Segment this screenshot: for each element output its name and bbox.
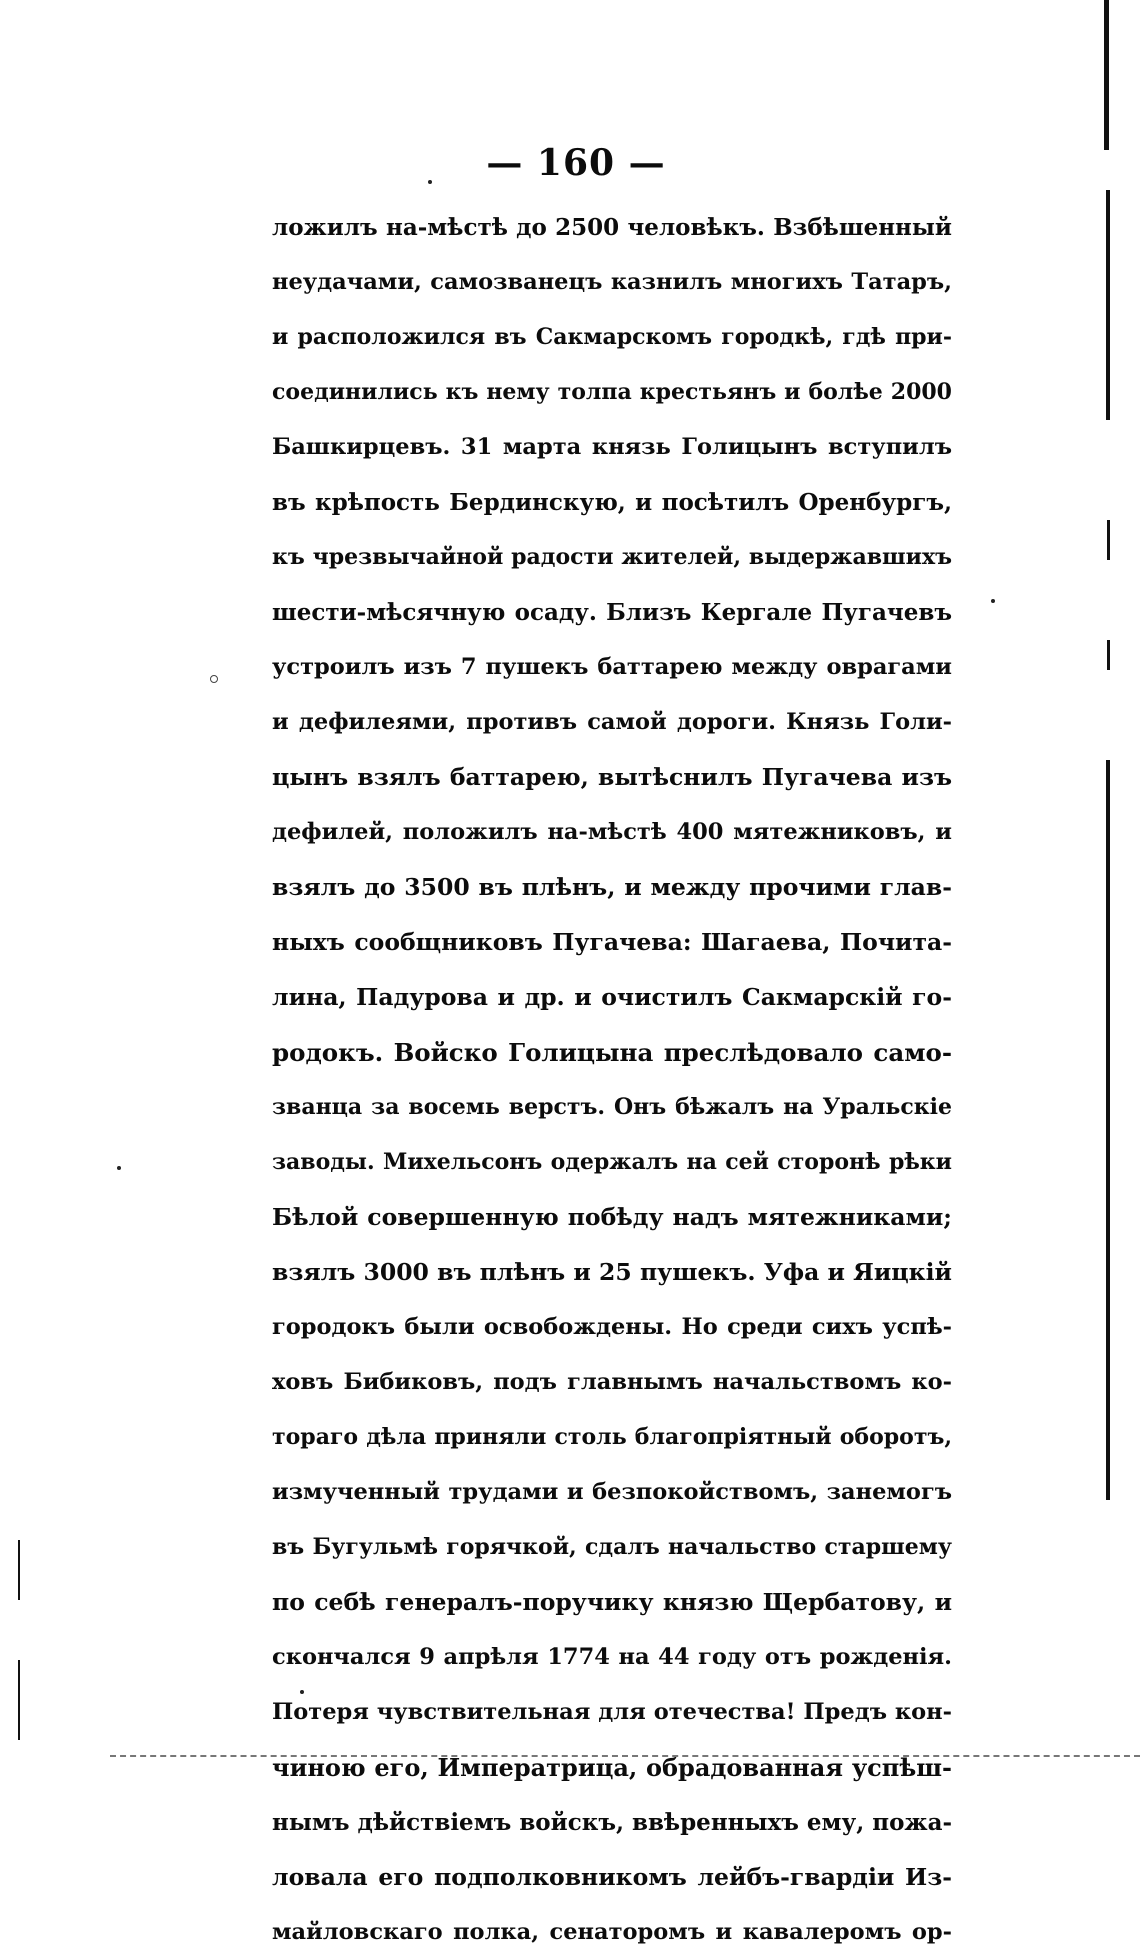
text-line: соединились къ нему толпа крестьянъ и болѣе 2000 (272, 379, 952, 405)
text-line: чиною его, Императрица, обрадованная успѣш- (272, 1753, 952, 1782)
text-line: скончался 9 апрѣля 1774 на 44 году отъ рожденія. (272, 1644, 952, 1670)
text-line: въ Бугульмѣ горячкой, сдалъ начальство старшему (272, 1534, 952, 1560)
text-line: Башкирцевъ. 31 марта князь Голицынъ вступилъ (272, 434, 952, 460)
text-line: Потеря чувствительная для отечества! Предъ кон- (272, 1699, 952, 1725)
scan-speck (117, 1166, 121, 1170)
text-line: неудачами, самозванецъ казнилъ многихъ Татаръ, (272, 269, 952, 295)
scan-edge-mark (1106, 190, 1110, 420)
text-line: лина, Падурова и др. и очистилъ Сакмарскій го- (272, 983, 952, 1011)
text-line: родокъ. Войско Голицына преслѣдовало само- (272, 1038, 952, 1067)
page-number: — 160 — (486, 142, 666, 184)
text-line: цынъ взялъ баттарею, вытѣснилъ Пугачева изъ (272, 763, 952, 791)
text-line: тораго дѣла приняли столь благопріятный оборотъ, (272, 1424, 952, 1450)
text-line: заводы. Михельсонъ одержалъ на сей сторонѣ рѣки (272, 1149, 952, 1175)
text-line: и дефилеями, противъ самой дороги. Князь Голи- (272, 709, 952, 735)
text-line: и расположился въ Сакмарскомъ городкѣ, гдѣ при- (272, 324, 952, 350)
text-line: по себѣ генералъ-поручику князю Щербатову, и (272, 1588, 952, 1616)
text-line: ныхъ сообщниковъ Пугачева: Шагаева, Почита- (272, 928, 952, 956)
scan-edge-mark (18, 1660, 20, 1740)
text-line: Бѣлой совершенную побѣду надъ мятежниками; (272, 1203, 952, 1231)
text-line: устроилъ изъ 7 пушекъ баттарею между оврагами (272, 654, 952, 680)
text-line: городокъ были освобождены. Но среди сихъ успѣ- (272, 1314, 952, 1340)
text-line: взялъ до 3500 въ плѣнъ, и между прочими глав- (272, 873, 952, 901)
scan-speck (210, 675, 218, 683)
scan-edge-mark (1107, 520, 1110, 560)
scan-edge-mark (1106, 760, 1110, 1500)
text-line: званца за восемь верстъ. Онъ бѣжалъ на Уральскіе (272, 1094, 952, 1120)
text-line: дефилей, положилъ на-мѣстѣ 400 мятежниковъ, и (272, 819, 952, 845)
text-line: въ крѣпость Бердинскую, и посѣтилъ Оренбургъ, (272, 489, 952, 516)
text-line: взялъ 3000 въ плѣнъ и 25 пушекъ. Уфа и Яицкій (272, 1258, 952, 1286)
text-line: къ чрезвычайной радости жителей, выдержавшихъ (272, 544, 952, 570)
scan-edge-mark (1107, 640, 1110, 670)
text-line: ховъ Бибиковъ, подъ главнымъ начальствомъ ко- (272, 1369, 952, 1395)
scan-speck (428, 180, 432, 184)
text-line: измученный трудами и безпокойствомъ, занемогъ (272, 1479, 952, 1505)
text-line: майловскаго полка, сенаторомъ и кавалеромъ ор- (272, 1919, 952, 1945)
text-line: ловала его подполковникомъ лейбъ-гвардіи Из- (272, 1863, 952, 1891)
scan-edge-mark (18, 1540, 20, 1600)
scan-edge-mark (1104, 0, 1109, 150)
scan-speck (300, 1690, 304, 1694)
text-line: шести-мѣсячную осаду. Близъ Кергале Пугачевъ (272, 599, 952, 626)
scan-speck (991, 599, 995, 603)
body-text (272, 200, 952, 1960)
scan-bottom-edge (110, 1755, 1140, 1757)
text-line: ложилъ на-мѣстѣ до 2500 человѣкъ. Взбѣшенный (272, 214, 952, 241)
text-line: нымъ дѣйствіемъ войскъ, ввѣренныхъ ему, пожа- (272, 1809, 953, 1836)
